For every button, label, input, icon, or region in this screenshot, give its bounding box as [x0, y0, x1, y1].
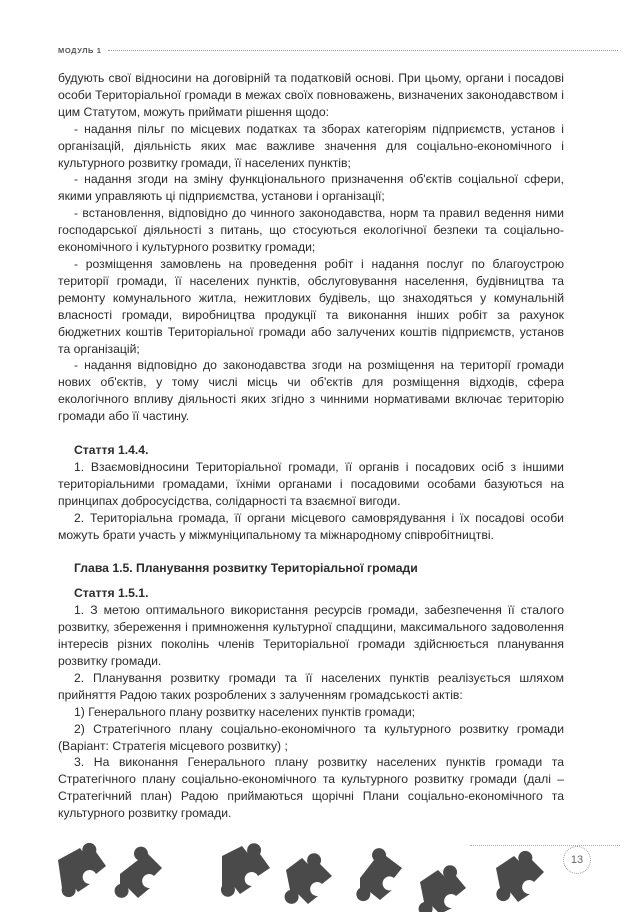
- module-label: МОДУЛЬ 1: [58, 45, 102, 55]
- puzzle-pieces-icon: [0, 820, 638, 912]
- article-heading-1-4-4: Стаття 1.4.4.: [74, 443, 149, 458]
- paragraph: 1. Взаємовідносини Територіальної громади, її органів і посадових осіб з іншими територіальними громадами, їхніми органами і посадовими особами базуються на принципах добросусідства, солідарності та взаємної вигоди.: [58, 459, 564, 508]
- paragraph: 3. На виконання Генерального плану розвитку населених пунктів громади та Стратегічного плану соціально-економічного та культурного розвитку громади (далі – Стратегічний план) Радою приймаються щорічні Плани соціально-економічного та культурного розвитку громади.: [58, 755, 564, 821]
- footer-divider: [470, 845, 620, 846]
- list-item: - надання відповідно до законодавства згоди на розміщення на території громади нових об'єктів, у тому числі місць чи об'єктів для розміщення відходів, сфера екологічного впливу діяльності яких згідно з чинними нормативами включає територію громади або її частину.: [58, 358, 564, 424]
- list-item: - надання пільг по місцевих податках та зборах категоріям підприємств, установ і організацій, діяльність яких має важливе значення для соціально-економічного і культурного розвитку громади, її населених пунктів;: [58, 121, 564, 170]
- list-item: 1) Генерального плану розвитку населених пунктів громади;: [74, 704, 416, 719]
- list-item: - встановлення, відповідно до чинного законодавства, норм та правил ведення ними господарської діяльності з питань, що стосуються екологічної безпеки та соціально-економічного і культурного розвитку громади;: [58, 206, 564, 255]
- chapter-heading-1-5: Глава 1.5. Планування розвитку Територіальної громади: [74, 561, 418, 576]
- list-item: - розміщення замовлень на проведення робіт і надання послуг по благоустрою території громади, її населених пунктів, обслуговування населення, будівництва та ремонту комунального житла, нежитлових будівель, що знаходяться у комунальній власності громади, виробництва продукції та виконання інших робіт за рахунок бюджетних коштів Територіальної громади або залучених коштів підприємств, установ та організацій;: [58, 256, 564, 356]
- page-header: [58, 44, 618, 56]
- list-item: 2) Стратегічного плану соціально-економічного та культурного розвитку громади (Варіант: Стратегія місцевого розвитку) ;: [58, 721, 564, 753]
- page-number: 13: [563, 846, 591, 874]
- document-body: [58, 70, 564, 822]
- paragraph-intro: будують свої відносини на договірній та податковій основі. При цьому, органи і посадові особи Територіальної громади в межах своїх повноважень, визначених законодавством і цим Статутом, можуть приймати рішення щодо:: [58, 71, 564, 119]
- header-divider: [108, 50, 618, 51]
- article-heading-1-5-1: Стаття 1.5.1.: [74, 586, 149, 601]
- paragraph: 1. З метою оптимального використання ресурсів громади, забезпечення її сталого розвитку, збереження і примноження культурної спадщини, максимального задоволення інтересів різних поколінь членів Територіальної громади здійснюється планування розвитку громади.: [58, 603, 564, 668]
- paragraph: 2. Планування розвитку громади та її населених пунктів реалізується шляхом прийняття Радою таких розроблених з залученням громадськості актів:: [58, 670, 564, 702]
- list-item: - надання згоди на зміну функціонального призначення об'єктів соціальної сфери, якими управляють ці підприємства, установи і організації;: [58, 172, 564, 204]
- paragraph: 2. Територіальна громада, її органи місцевого самоврядування і їх посадові особи можуть брати участь у міжмуніципальному та міжнародному співробітництві.: [58, 510, 564, 542]
